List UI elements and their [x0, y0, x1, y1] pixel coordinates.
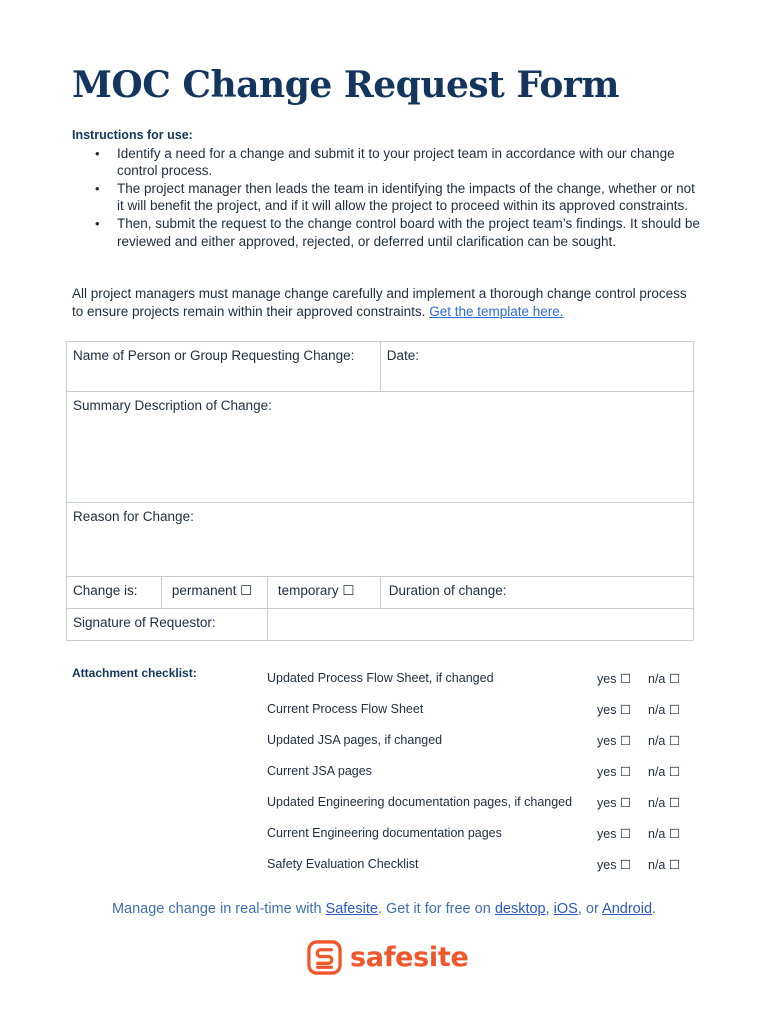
- yes-checkbox[interactable]: yes ☐: [597, 672, 632, 686]
- checklist-item-label: Current Process Flow Sheet: [267, 702, 424, 716]
- list-item: • Then, submit the request to the change control board with the project team’s findings. It should be reviewed and either approved, rejected, or deferred until clarification can be sought.: [72, 215, 702, 250]
- checklist-row: [267, 854, 707, 885]
- footer-text: ,: [545, 901, 554, 917]
- na-checkbox[interactable]: n/a ☐: [648, 703, 681, 717]
- attachment-checklist: [267, 668, 707, 885]
- na-checkbox[interactable]: n/a ☐: [648, 827, 681, 841]
- permanent-checkbox[interactable]: permanent ☐: [161, 577, 267, 609]
- footer-text: .: [652, 901, 657, 917]
- intro-paragraph: [72, 285, 692, 320]
- instructions-list: [72, 145, 702, 251]
- na-checkbox[interactable]: n/a ☐: [648, 734, 681, 748]
- yes-checkbox[interactable]: yes ☐: [597, 765, 632, 779]
- yes-checkbox[interactable]: yes ☐: [597, 858, 632, 872]
- na-checkbox[interactable]: n/a ☐: [648, 858, 681, 872]
- footer-text: , or: [577, 901, 603, 917]
- checklist-row: [267, 792, 707, 823]
- checklist-row: [267, 823, 707, 854]
- signature-label: Signature of Requestor:: [67, 609, 268, 641]
- checklist-row: [267, 699, 707, 730]
- na-checkbox[interactable]: n/a ☐: [648, 672, 681, 686]
- footer-text: Manage change in real-time with: [111, 901, 326, 917]
- requester-field[interactable]: Name of Person or Group Requesting Change:: [67, 342, 381, 392]
- change-is-label: Change is:: [67, 577, 162, 609]
- checklist-item-label: Updated Process Flow Sheet, if changed: [267, 671, 494, 685]
- list-item: • Identify a need for a change and submit it to your project team in accordance with our change control process.: [72, 145, 702, 180]
- summary-field[interactable]: Summary Description of Change:: [67, 392, 694, 503]
- na-checkbox[interactable]: n/a ☐: [648, 796, 681, 810]
- safesite-link[interactable]: Safesite: [325, 901, 378, 917]
- instructions-section: [72, 127, 702, 250]
- checklist-heading: Attachment checklist:: [72, 666, 197, 680]
- change-request-table: [66, 341, 694, 641]
- checklist-row: [267, 668, 707, 699]
- android-link[interactable]: Android: [602, 901, 653, 917]
- signature-field[interactable]: [267, 609, 693, 641]
- checklist-row: [267, 730, 707, 761]
- yes-checkbox[interactable]: yes ☐: [597, 827, 632, 841]
- page-title: MOC Change Request Form: [72, 64, 619, 106]
- footer-text: . Get it for free on: [377, 901, 495, 917]
- na-checkbox[interactable]: n/a ☐: [648, 765, 681, 779]
- desktop-link[interactable]: desktop: [494, 901, 546, 917]
- checklist-item-label: Updated JSA pages, if changed: [267, 733, 443, 747]
- safesite-logo: [307, 939, 469, 975]
- date-field[interactable]: Date:: [380, 342, 693, 392]
- template-link[interactable]: Get the template here.: [429, 303, 564, 319]
- instructions-heading: Instructions for use:: [72, 128, 193, 142]
- intro-text: All project managers must manage change carefully and implement a thorough change control process to ensure projects remain within their approved constraints.: [72, 286, 687, 319]
- checklist-item-label: Current Engineering documentation pages: [267, 826, 502, 840]
- checklist-item-label: Current JSA pages: [267, 764, 372, 778]
- checklist-item-label: Updated Engineering documentation pages, if changed: [267, 795, 573, 809]
- yes-checkbox[interactable]: yes ☐: [597, 796, 632, 810]
- ios-link[interactable]: iOS: [553, 901, 578, 917]
- checklist-row: [267, 761, 707, 792]
- reason-field[interactable]: Reason for Change:: [67, 503, 694, 577]
- list-item: • The project manager then leads the team in identifying the impacts of the change, whether or not it will benefit the project, and if it will allow the project to proceed within its approved constraints.: [72, 180, 702, 215]
- footer-promo: [0, 901, 768, 917]
- duration-field[interactable]: Duration of change:: [380, 577, 693, 609]
- safesite-logo-icon: [307, 940, 342, 975]
- yes-checkbox[interactable]: yes ☐: [597, 703, 632, 717]
- logo-text: safesite: [350, 941, 469, 973]
- yes-checkbox[interactable]: yes ☐: [597, 734, 632, 748]
- checklist-item-label: Safety Evaluation Checklist: [267, 857, 419, 871]
- temporary-checkbox[interactable]: temporary ☐: [267, 577, 380, 609]
